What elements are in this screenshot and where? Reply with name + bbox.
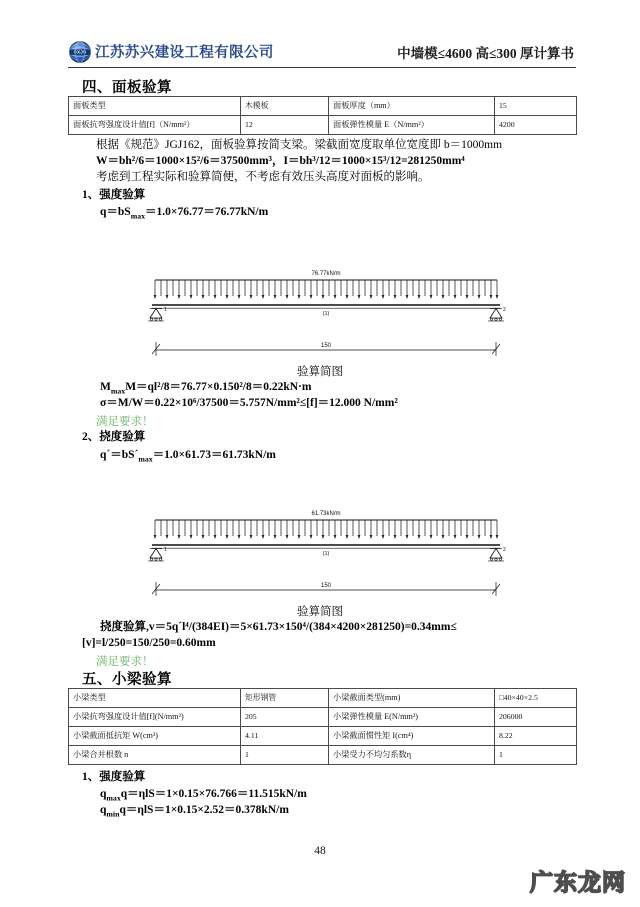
cell-value: 1: [241, 746, 329, 765]
table-row: [69, 746, 577, 765]
cell-label: 小梁截面惯性矩 I(cm⁴): [329, 727, 495, 746]
verdict-deflection: 满足要求！: [96, 656, 154, 668]
formula-q-max: [100, 205, 268, 221]
table-row: [69, 727, 577, 746]
diagram-caption-strength: 验算简图: [297, 366, 343, 378]
distributed-load-arrows: [155, 280, 497, 296]
support-left-pinned: [148, 307, 167, 321]
document-title: 中墙模≤4600 高≤300 厚计算书: [397, 45, 574, 61]
formula-deflection-1: [100, 620, 457, 636]
support-left-pinned: [148, 547, 167, 561]
page-number: 48: [314, 845, 326, 857]
cell-label: 小梁弹性模量 E(N/mm²): [329, 708, 495, 727]
section-heading-4: 四、面板验算: [82, 80, 172, 96]
svg-text:1: 1: [164, 547, 167, 553]
support-right-pinned: [488, 307, 506, 321]
distributed-load-arrows: [155, 520, 497, 536]
sub-max: max: [106, 793, 121, 803]
cell-label: 小梁合并根数 n: [69, 746, 241, 765]
cell-label: 小梁受力不均匀系数η: [329, 746, 495, 765]
joist-spec-table: [68, 688, 577, 765]
svg-text:1: 1: [164, 307, 167, 313]
formula-qp-lead: q´＝bS´: [100, 449, 139, 461]
span-label-strength: 150: [320, 343, 332, 349]
sub-min: min: [106, 809, 120, 819]
load-label-strength: 76.77kN/m: [311, 271, 341, 277]
cell-value: 4.11: [241, 727, 329, 746]
formula-q-prime: [100, 448, 276, 464]
formula-qp-subscript: max: [138, 454, 153, 464]
logo-text: SXJS: [73, 49, 87, 55]
span-label-deflection: 150: [320, 583, 332, 589]
beam-diagram-strength: [140, 266, 512, 358]
cell-label: 小梁截面抵抗矩 W(cm³): [69, 727, 241, 746]
cell-value: 15: [495, 97, 577, 116]
paragraph-section-props: W＝bh²/6＝1000×15²/6＝37500mm³，I＝bh³/12＝1000×15³/12=281250mm⁴: [96, 155, 465, 167]
support-right-pinned: [488, 547, 506, 561]
formula-q-min-joist: $q_{min}q=\eta lS=1\times 0.15\times 2.52=0.378kN/m$: [100, 804, 289, 819]
formula-deflection-text-1: 挠度验算,v＝5q´l⁴/(384EI)＝5×61.73×150⁴/(384×4200×281250)=0.34mm≤: [100, 621, 457, 633]
cell-label: 面板弹性模量 E（N/mm²）: [329, 116, 495, 135]
svg-text:2: 2: [503, 307, 506, 313]
page-header: [68, 36, 576, 68]
paragraph-basis: 根据《规范》JGJ162，面板验算按简支梁。梁截面宽度取单位宽度即 b＝1000mm: [96, 139, 503, 151]
globe-logo-icon: [68, 40, 92, 64]
section-heading-5: 五、小梁验算: [82, 672, 172, 688]
subheading-strength-check: 1、强度验算: [82, 189, 146, 201]
formula-q-lead: q＝bS: [100, 206, 131, 218]
formula-deflection-text-2: [v]=l/250=150/250=0.60mm: [82, 637, 216, 649]
formula-stress-text: σ＝M/W＝0.22×10⁶/37500＝5.757N/mm²≤[f]＝12.000 N/mm²: [100, 397, 398, 409]
company-name: 江苏苏兴建设工程有限公司: [95, 45, 274, 61]
cell-value: 206000: [495, 708, 577, 727]
formula-deflection-2: [82, 636, 216, 652]
formula-qmin-joist-text: q＝ηlS＝1×0.15×2.52＝0.378kN/m: [119, 804, 289, 816]
load-label-deflection: 61.73kN/m: [311, 511, 341, 517]
cell-label: 面板类型: [69, 97, 241, 116]
cell-value: 12: [241, 116, 329, 135]
subheading-deflection-check: 2、挠度验算: [82, 431, 146, 443]
panel-spec-table: [68, 96, 577, 135]
cell-value: 木模板: [241, 97, 329, 116]
formula-q-subscript: max: [130, 211, 146, 221]
formula-q-max-joist: $q_{max}q=\eta lS=1\times 0.15\times 76.766=11.515kN/m$: [100, 788, 307, 803]
beam-diagram-deflection: [140, 506, 512, 598]
table-row: [69, 689, 577, 708]
formula-stress: [100, 396, 398, 412]
cell-value: 4200: [495, 116, 577, 135]
table-row: [69, 116, 577, 135]
formula-qmax-joist-text: q＝ηlS＝1×0.15×76.766＝11.515kN/m: [120, 788, 307, 800]
table-row: [69, 97, 577, 116]
formula-q-tail: ＝1.0×76.77＝76.77kN/m: [145, 206, 269, 218]
watermark-logo: 广东龙网: [530, 870, 626, 896]
cell-value: 8.22: [495, 727, 577, 746]
cell-value: 1: [495, 746, 577, 765]
verdict-strength: 满足要求！: [96, 416, 154, 428]
cell-label: 面板厚度（mm）: [329, 97, 495, 116]
table-row: [69, 708, 577, 727]
cell-label: 小梁抗弯强度设计值[f](N/mm²): [69, 708, 241, 727]
cell-label: 小梁类型: [69, 689, 241, 708]
diagram-caption-deflection: 验算简图: [297, 606, 343, 618]
company-brand: [68, 40, 274, 64]
member-label-deflection: (1): [322, 551, 330, 557]
formula-moment-text: M＝ql²/8＝76.77×0.150²/8＝0.22kN·m: [125, 381, 312, 393]
cell-value: □40×40×2.5: [495, 689, 577, 708]
cell-label: 面板抗弯强度设计值[f]（N/mm²）: [69, 116, 241, 135]
svg-text:2: 2: [503, 547, 506, 553]
cell-value: 205: [241, 708, 329, 727]
member-label-strength: (1): [322, 311, 330, 317]
subheading-joist-strength: 1、强度验算: [82, 771, 146, 783]
cell-value: 矩形钢管: [241, 689, 329, 708]
formula-qp-tail: ＝1.0×61.73＝61.73kN/m: [152, 449, 276, 461]
cell-label: 小梁截面类型(mm): [329, 689, 495, 708]
sub-max: max: [110, 386, 126, 396]
formula-moment-max: $M_{max}M=ql^2/8=76.77\times 0.150^2/8=0.22kN\cdot m$: [100, 381, 312, 396]
paragraph-assumption: 考虑到工程实际和验算简便，不考虑有效压头高度对面板的影响。: [96, 171, 430, 183]
